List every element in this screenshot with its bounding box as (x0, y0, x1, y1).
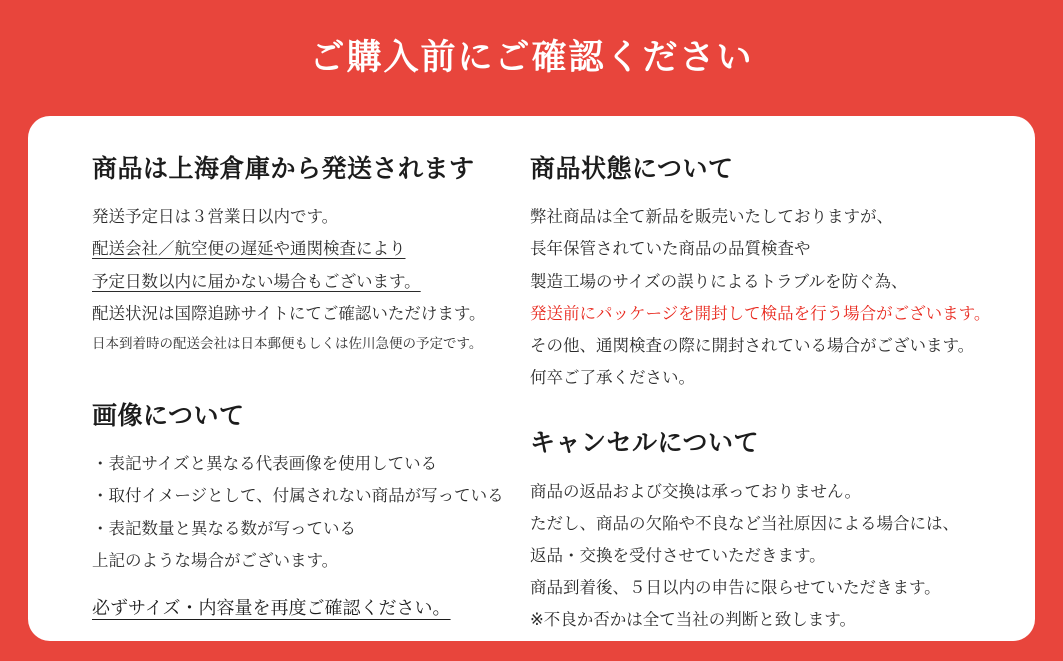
section-images-spacer (92, 577, 514, 591)
section-shipping-line-3: 予定日数以内に届かない場合もございます。 (92, 272, 421, 291)
section-images-line-3: ・表記数量と異なる数が写っている (92, 519, 356, 538)
right-column (524, 154, 995, 641)
section-cancel-line-2: ただし、商品の欠陥や不良など当社原因による場合には、 (529, 514, 959, 533)
section-cancel (530, 428, 995, 636)
section-shipping (92, 154, 514, 357)
section-cancel-title: キャンセルについて (529, 429, 759, 458)
page-title: ご購入前にご確認ください (309, 38, 754, 77)
section-condition-line-1: 弊社商品は全て新品を販売いたしておりますが、 (529, 208, 893, 227)
left-column (68, 154, 524, 641)
section-images-title: 画像について (92, 401, 245, 430)
section-cancel-line-5: ※不良か否かは全て当社の判断と致します。 (529, 611, 856, 630)
section-cancel-line-3: 返品・交換を受付させていただきます。 (529, 546, 826, 565)
section-shipping-title: 商品は上海倉庫から発送されます (92, 155, 475, 183)
notice-card (28, 116, 1035, 641)
section-condition-line-5: その他、通関検査の際に開封されている場合がございます。 (529, 336, 975, 355)
section-shipping-line-4: 配送状況は国際追跡サイトにてご確認いただけます。 (92, 304, 486, 323)
section-condition-line-3: 製造工場のサイズの誤りによるトラブルを防ぐ為、 (529, 272, 908, 291)
section-condition-line-6: 何卒ご了承ください。 (529, 369, 695, 388)
section-images-line-1: ・表記サイズと異なる代表画像を使用している (92, 455, 438, 474)
section-condition-line-2: 長年保管されていた商品の品質検査や (529, 240, 811, 259)
notice-columns (68, 154, 995, 641)
section-images-line-2: ・取付イメージとして、付属されない商品が写っている (92, 487, 504, 506)
section-shipping-line-5: 日本到着時の配送会社は日本郵便もしくは佐川急便の予定です。 (92, 335, 483, 351)
section-condition-title: 商品状態について (529, 155, 734, 183)
section-images (92, 401, 514, 626)
section-shipping-line-1: 発送予定日は３営業日以内です。 (92, 208, 339, 227)
section-condition-line-4-warning: 発送前にパッケージを開封して検品を行う場合がございます。 (529, 304, 991, 323)
section-condition (530, 154, 995, 394)
section-cancel-line-4: 商品到着後、５日以内の申告に限らせていただきます。 (529, 579, 941, 598)
section-images-emphasis: 必ずサイズ・内容量を再度ご確認ください。 (92, 597, 451, 618)
section-cancel-line-1: 商品の返品および交換は承っておりません。 (529, 482, 861, 501)
section-shipping-line-2: 配送会社／航空便の遅延や通関検査により (92, 240, 406, 259)
section-images-line-4: 上記のような場合がございます。 (92, 551, 339, 570)
